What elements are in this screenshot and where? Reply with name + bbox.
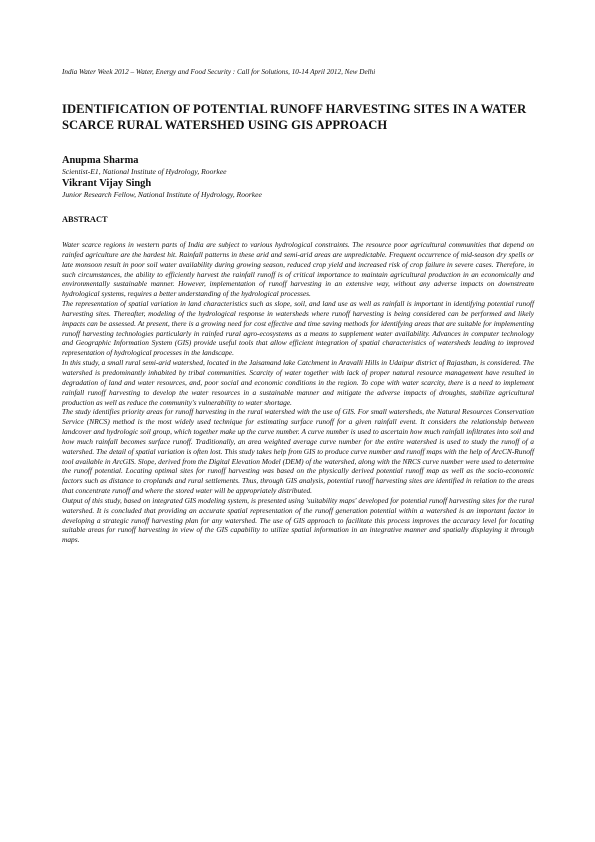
running-header: India Water Week 2012 – Water, Energy and Food Security : Call for Solutions, 10-14 April 2012, New Delhi: [62, 68, 376, 76]
abstract-body: [62, 240, 534, 545]
author-affiliation: Junior Research Fellow, National Institute of Hydrology, Roorkee: [62, 190, 262, 199]
paper-page: [62, 68, 534, 545]
abstract-paragraph: The representation of spatial variation in land characteristics such as slope, soil, and land use as well as rainfall is important in identifying potential runoff harvesting sites. Thereafter, modeling of the hydrological response in watersheds where runoff harvesting is being considered can be performed and likely impacts can be assessed. At present, there is a growing need for cost effective and time saving methods for identifying areas that are suitable for implementing runoff harvesting technologies particularly in rainfed rural agro-ecosystems as a means to supplement water availability. Advances in computer technology and Geographic Information System (GIS) provide useful tools that allow efficient integration of spatial characteristics of watersheds leading to improved representation of hydrological processes in the landscape.: [62, 299, 534, 358]
author-block: [62, 155, 534, 177]
paper-title: IDENTIFICATION OF POTENTIAL RUNOFF HARVESTING SITES IN A WATER SCARCE RURAL WATERSHED USING GIS APPROACH: [62, 102, 527, 132]
author-affiliation: Scientist-E1, National Institute of Hydrology, Roorkee: [62, 167, 227, 176]
author-name: Anupma Sharma: [62, 155, 139, 166]
abstract-paragraph: Output of this study, based on integrated GIS modeling system, is presented using 'suitability maps' developed for potential runoff harvesting sites for the rural watershed. It is concluded that providing an accurate spatial representation of the runoff generation potential within a watershed is an important factor in developing a strategic runoff harvesting plan for any watershed. The use of GIS approach to facilitate this process improves the accuracy level for locating suitable areas for runoff harvesting in view of the GIS capability to utilize spatial information in an integrative manner and spatially displaying it through maps.: [62, 495, 534, 545]
author-name: Vikrant Vijay Singh: [62, 178, 152, 189]
abstract-heading: ABSTRACT: [62, 215, 108, 224]
abstract-paragraph: The study identifies priority areas for runoff harvesting in the rural watershed with the use of GIS. For small watersheds, the Natural Resources Conservation Service (NRCS) method is the most widely used technique for estimating surface runoff for a given rainfall event. It considers the relationship between landcover and hydrologic soil group, which together make up the curve number. A curve number is used to ascertain how much rainfall infiltrates into soil and how much rainfall becomes surface runoff. Traditionally, an area weighted average curve number for the entire watershed is used to study the runoff of a watershed. The detail of spatial variation is often lost. This study takes help from GIS to produce curve number and runoff maps with the help of ArcCN-Runoff tool available in ArcGIS. Slope, derived from the Digital Elevation Model (DEM) of the watershed, along with the NRCS curve number were used to determine the runoff potential. Locating optimal sites for runoff harvesting was based on the physically derived potential runoff map as well as the socio-economic factors such as distance to croplands and rural settlements. Thus, through GIS analysis, potential runoff harvesting sites are identified in relation to the areas that concentrate runoff and where the stored water will be appropriately distributed.: [62, 407, 534, 496]
abstract-paragraph: Water scarce regions in western parts of India are subject to various hydrological constraints. The resource poor agricultural communities that depend on rainfed agriculture are the hardest hit. Rainfall patterns in these arid and semi-arid areas are unpredictable. Frequent occurrence of mid-season dry spells or late monsoon result in poor soil water availability during growing season, reduced crop yield and increased risk of crop failure in severe cases. Therefore, in such circumstances, the ability to efficiently harvest the rainfall runoff is of critical importance to maintain agricultural production in an economically and environmentally sustainable manner. However, implementation of runoff harvesting in an extensive way, without any adverse impacts on downstream hydrological systems, requires a better understanding of the hydrological processes.: [62, 240, 534, 299]
abstract-paragraph: In this study, a small rural semi-arid watershed, located in the Jaisamand lake Catchment in Aravalli Hills in Udaipur district of Rajasthan, is considered. The watershed is predominantly inhabited by tribal communities. Scarcity of water together with lack of proper natural resource management have resulted in degradation of land and water resources, and, poor social and economic conditions in the region. To cope with water scarcity, there is a need to implement rainfall runoff harvesting to develop the water resources in a sustainable manner and mitigate the adverse impacts of droughts, stabilize agricultural production as well as reduce the community's vulnerability to water shortage.: [62, 358, 534, 407]
author-block: [62, 178, 534, 200]
